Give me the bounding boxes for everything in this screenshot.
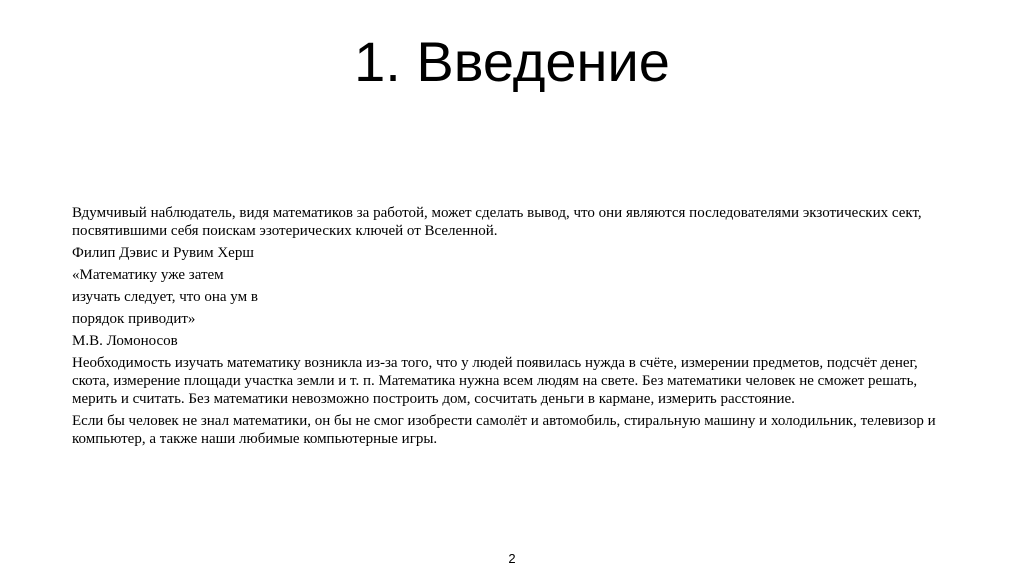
quote-line-3: порядок приводит» xyxy=(72,311,196,327)
quote-author: М.В. Ломоносов xyxy=(72,333,178,349)
epigraph-quote: Вдумчивый наблюдатель, видя математиков за работой, может сделать вывод, что они являются последователями экзотических сект, посвятившими себя поискам эзотерических ключей от Вселенной. xyxy=(72,205,922,239)
body-paragraph-1: Необходимость изучать математику возникла из-за того, что у людей появилась нужда в счёте, измерении предметов, подсчёт денег, скота, измерение площади участка земли и т. п. Математика нужна всем людям на свете. Без математики человек не сможет решать, мерить и считать. Без математики невозможно построить дом, сосчитать деньги в кармане, измерить расстояние. xyxy=(72,355,918,407)
slide-body xyxy=(72,204,952,452)
quote-line-2: изучать следует, что она ум в xyxy=(72,289,258,305)
quote-line-1: «Математику уже затем xyxy=(72,267,224,283)
epigraph-author: Филип Дэвис и Рувим Херш xyxy=(72,245,254,261)
page-number: 2 xyxy=(508,551,516,566)
body-paragraph-2: Если бы человек не знал математики, он бы не смог изобрести самолёт и автомобиль, стиральную машину и холодильник, телевизор и компьютер, а также наши любимые компьютерные игры. xyxy=(72,413,936,447)
slide-title: 1. Введение xyxy=(354,30,670,93)
